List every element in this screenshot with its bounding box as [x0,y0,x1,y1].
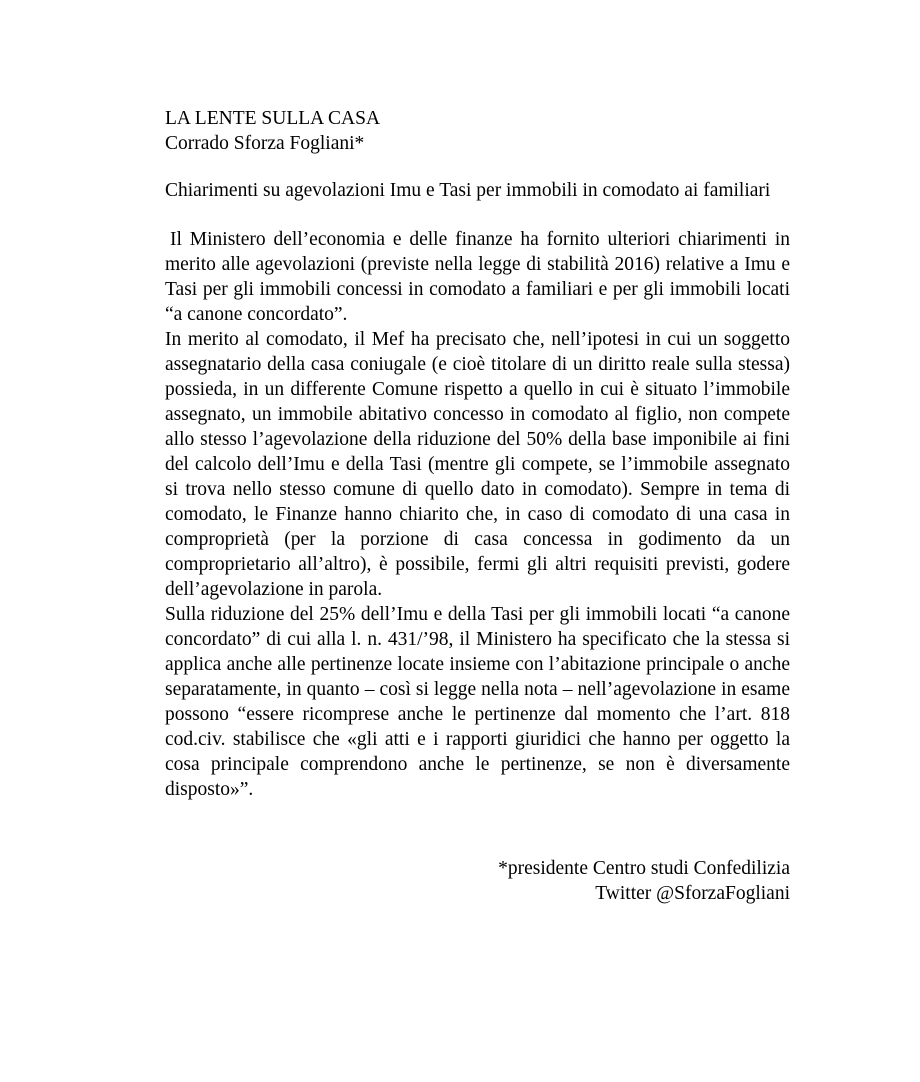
document-header [165,106,790,156]
signature-twitter: Twitter @SforzaFogliani [595,883,790,904]
signature-role: *presidente Centro studi Confedilizia [498,858,790,879]
document-title: LA LENTE SULLA CASA [165,108,381,129]
article-heading: Chiarimenti su agevolazioni Imu e Tasi per immobili in comodato ai familiari [165,180,771,201]
document-author: Corrado Sforza Fogliani* [165,133,365,154]
signature-block [165,856,790,906]
paragraph-1: Il Ministero dell’economia e delle finanze ha fornito ulteriori chiarimenti in merito alle agevolazioni (previste nella legge di stabilità 2016) relative a Imu e Tasi per gli immobili concessi in comodato a familiari e per gli immobili locati “a canone concordato”. [165,229,790,325]
paragraph-2: In merito al comodato, il Mef ha precisato che, nell’ipotesi in cui un soggetto assegnatario della casa coniugale (e cioè titolare di un diritto reale sulla stessa) possieda, in un differente Comune rispetto a quello in cui è situato l’immobile assegnato, un immobile abitativo concesso in comodato al figlio, non compete allo stesso l’agevolazione della riduzione del 50% della base imponibile ai fini del calcolo dell’Imu e della Tasi (mentre gli compete, se l’immobile assegnato si trova nello stesso comune di quello dato in comodato). Sempre in tema di comodato, le Finanze hanno chiarito che, in caso di comodato di una casa in comproprietà (per la porzione di casa concessa in godimento da un comproprietario all’altro), è possibile, fermi gli altri requisiti previsti, godere dell’agevolazione in parola. [165,329,790,600]
paragraph-3: Sulla riduzione del 25% dell’Imu e della Tasi per gli immobili locati “a canone concordato” di cui alla l. n. 431/’98, il Ministero ha specificato che la stessa si applica anche alle pertinenze locate insieme con l’abitazione principale o anche separatamente, in quanto – così si legge nella nota – nell’agevolazione in esame possono “essere ricomprese anche le pertinenze dal momento che l’art. 818 cod.civ. stabilisce che «gli atti e i rapporti giuridici che hanno per oggetto la cosa principale comprendono anche le pertinenze, se non è diversamente disposto»”. [165,604,790,800]
